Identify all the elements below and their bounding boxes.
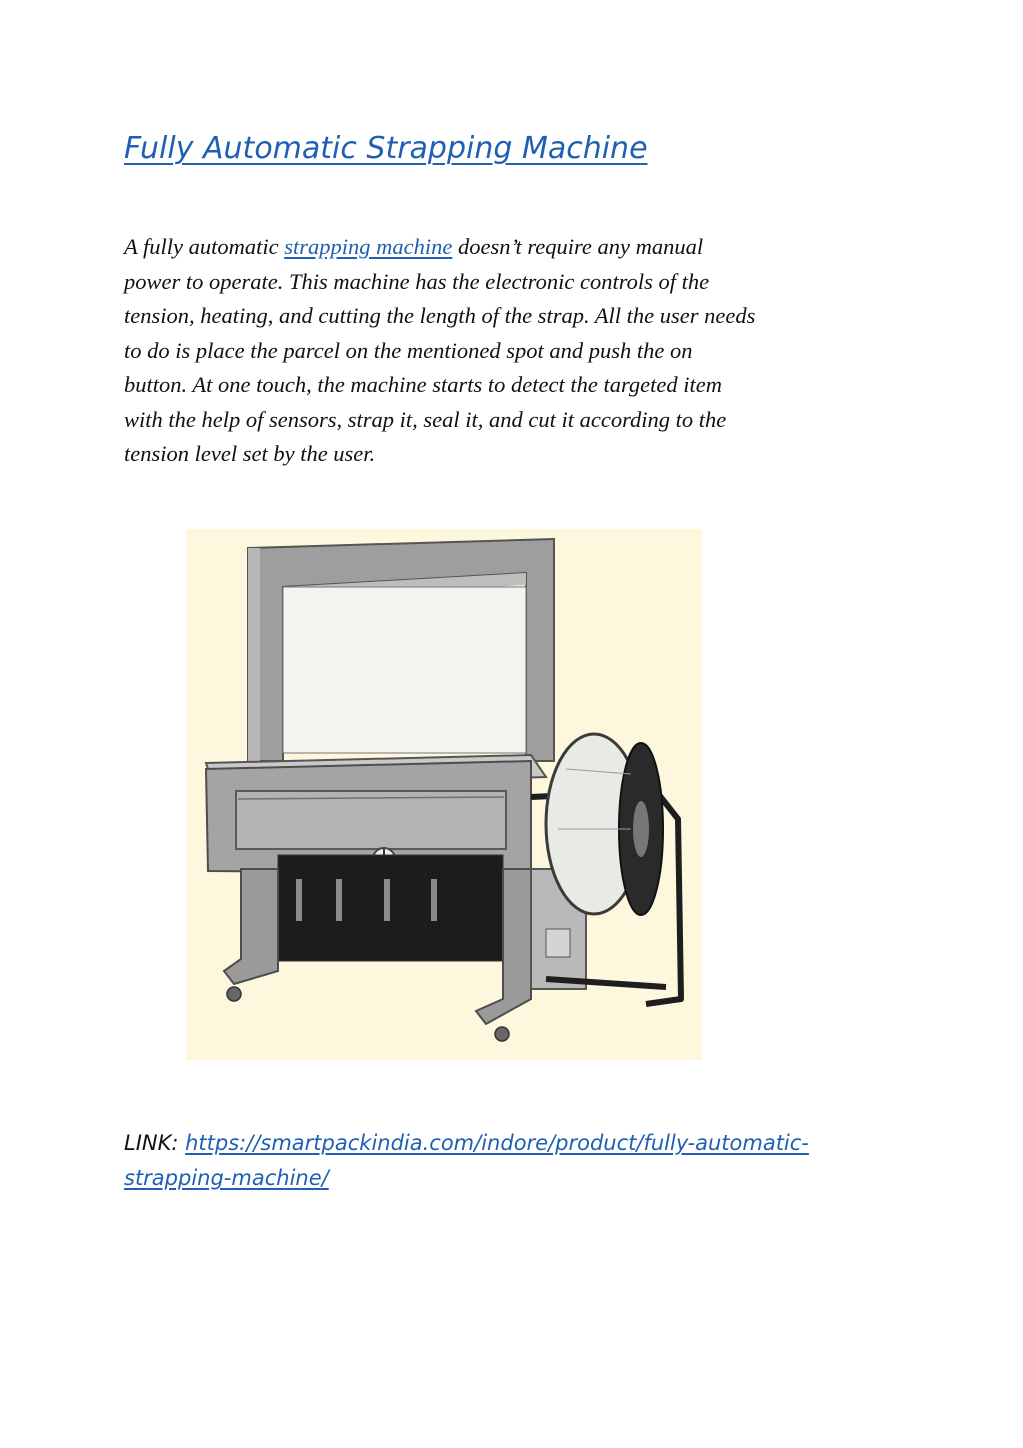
paragraph-line-6: with the help of sensors, strap it, seal it, and cut it according to the: [124, 406, 727, 432]
paragraph-line-5: button. At one touch, the machine starts to detect the targeted item: [124, 372, 723, 397]
paragraph-line-7: tension level set by the user.: [124, 441, 376, 466]
strapping-machine-illustration: [186, 529, 702, 1060]
paragraph-line-4: to do is place the parcel on the mentioned spot and push the on: [124, 337, 693, 363]
paragraph-line-3: tension, heating, and cutting the length of the strap. All the user needs: [124, 303, 756, 328]
paragraph-line-2: power to operate. This machine has the electronic controls of the: [124, 268, 710, 294]
strapping-machine-link[interactable]: strapping machine: [284, 234, 453, 259]
page-title[interactable]: Fully Automatic Strapping Machine: [124, 131, 648, 166]
description-paragraph: [124, 230, 914, 472]
paragraph-text: doesn’t require any manual: [452, 234, 704, 259]
strapping-machine-image: [186, 529, 702, 1060]
product-url-link-continued[interactable]: strapping-machine/: [124, 1166, 329, 1190]
product-url-link[interactable]: https://smartpackindia.com/indore/product/fully-automatic-: [185, 1131, 809, 1155]
link-label: LINK:: [124, 1131, 186, 1155]
paragraph-text: A fully automatic: [124, 234, 285, 259]
paragraph-line-1: [124, 230, 914, 265]
link-paragraph: [124, 1126, 924, 1196]
